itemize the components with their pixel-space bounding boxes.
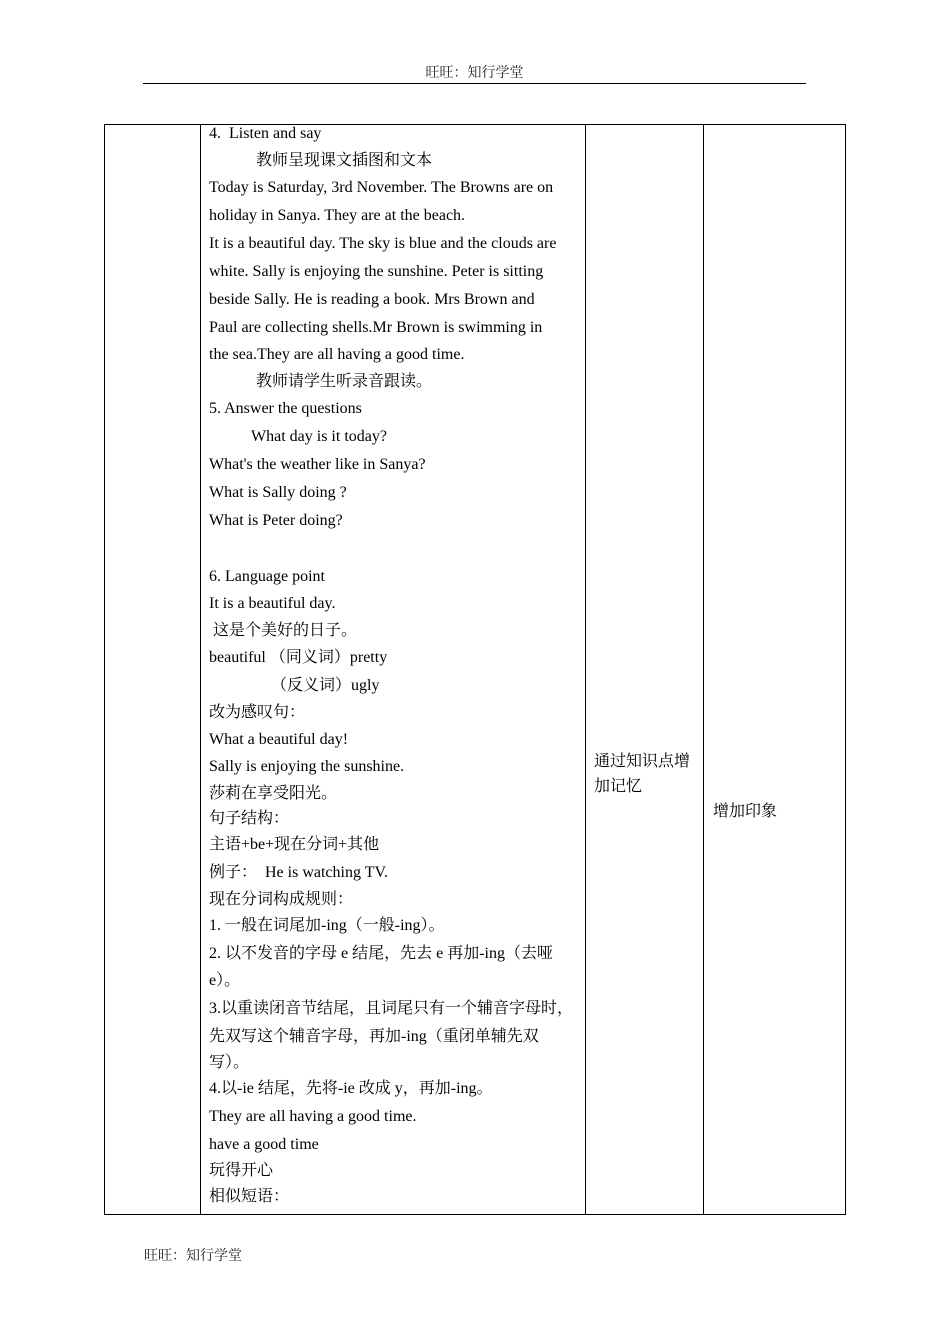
content-line: What is Sally doing ? (209, 484, 347, 501)
content-line: 3.以重读闭音节结尾，且词尾只有一个辅音字母时， (209, 1000, 574, 1017)
page-header: 旺旺：知行学堂 (143, 65, 806, 84)
table-cell-content (200, 124, 586, 1215)
table-cell-note (703, 124, 846, 1215)
content-line: 4. Listen and say (209, 125, 322, 142)
content-line: e）。 (209, 972, 241, 989)
content-line: 玩得开心 (209, 1162, 274, 1179)
content-line: white. Sally is enjoying the sunshine. Peter is sitting (209, 263, 544, 280)
content-line: It is a beautiful day. (209, 595, 336, 612)
content-line: 改为感叹句： (209, 704, 306, 721)
purpose-line: 加记忆 (594, 778, 643, 795)
content-line: 2. 以不发音的字母 e 结尾，先去 e 再加-ing（去哑 (209, 945, 553, 962)
content-line: 这是个美好的日子。 (213, 622, 358, 639)
content-line: What is Peter doing? (209, 512, 343, 529)
content-line: 6. Language point (209, 568, 325, 585)
content-line: 1. 一般在词尾加-ing（一般-ing）。 (209, 917, 445, 934)
content-line: holiday in Sanya. They are at the beach. (209, 207, 466, 224)
lesson-plan-table (104, 124, 846, 1215)
content-line: 教师请学生听录音跟读。 (256, 373, 433, 390)
note-text: 增加印象 (713, 803, 778, 820)
content-line: 写）。 (209, 1054, 250, 1071)
content-line: 教师呈现课文插图和文本 (256, 152, 433, 169)
content-line: Paul are collecting shells.Mr Brown is swimming in (209, 319, 543, 336)
table-cell-purpose (585, 124, 704, 1215)
content-line: beautiful （同义词）pretty (209, 649, 388, 666)
content-line: 例子： He is watching TV. (209, 864, 388, 881)
content-line: 现在分词构成规则： (209, 891, 354, 908)
content-line: 主语+be+现在分词+其他 (209, 836, 380, 853)
content-line: 莎莉在享受阳光。 (209, 785, 338, 802)
content-line: What's the weather like in Sanya? (209, 456, 426, 473)
content-line: 相似短语： (209, 1188, 290, 1205)
content-line: What a beautiful day! (209, 731, 349, 748)
content-line: have a good time (209, 1136, 319, 1153)
content-line: beside Sally. He is reading a book. Mrs Brown and (209, 291, 535, 308)
content-line: 先双写这个辅音字母，再加-ing（重闭单辅先双 (209, 1028, 539, 1045)
content-line: Today is Saturday, 3rd November. The Browns are on (209, 179, 554, 196)
content-line: the sea.They are all having a good time. (209, 346, 465, 363)
content-line: （反义词）ugly (271, 677, 380, 694)
page-footer: 旺旺：知行学堂 (144, 1249, 242, 1264)
content-line: It is a beautiful day. The sky is blue and the clouds are (209, 235, 557, 252)
content-line: Sally is enjoying the sunshine. (209, 758, 405, 775)
content-line: 4.以-ie 结尾，先将-ie 改成 y，再加-ing。 (209, 1080, 493, 1097)
content-line: What day is it today? (251, 428, 387, 445)
content-line: 5. Answer the questions (209, 400, 362, 417)
content-line: They are all having a good time. (209, 1108, 417, 1125)
table-cell-step (104, 124, 201, 1215)
content-line: 句子结构： (209, 810, 290, 827)
purpose-line: 通过知识点增 (594, 753, 691, 770)
